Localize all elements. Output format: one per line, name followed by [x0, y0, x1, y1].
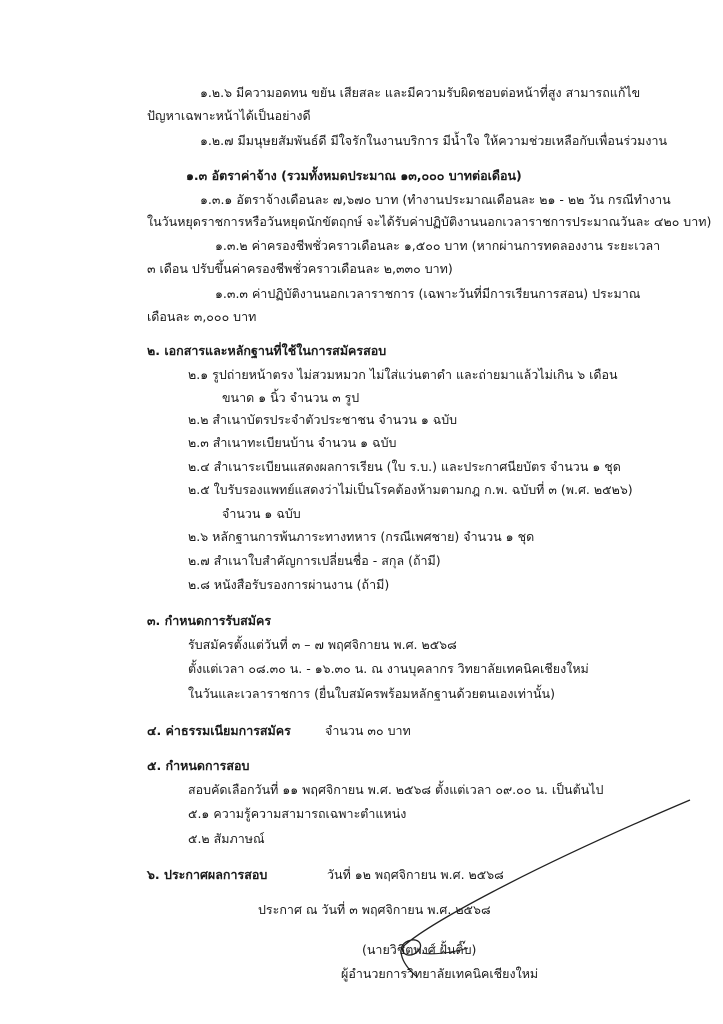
item-1-3-3-line2: เดือนละ ๓,๐๐๐ บาท	[147, 309, 257, 324]
item-1-2-6-line2: ปัญหาเฉพาะหน้าได้เป็นอย่างดี	[147, 108, 311, 123]
item-1-2-7: ๑.๒.๗ มีมนุษยสัมพันธ์ดี มีใจรักในงานบริการ มีน้ำใจ ให้ความช่วยเหลือกับเพื่อนร่วมงาน	[200, 133, 668, 148]
announcement-date: ประกาศ ณ วันที่ ๓ พฤศจิกายน พ.ศ. ๒๕๖๘	[258, 902, 491, 917]
item-5-1: ๕.๑ ความรู้ความสามารถเฉพาะตำแหน่ง	[188, 806, 407, 821]
section-5-line1: สอบคัดเลือกวันที่ ๑๑ พฤศจิกายน พ.ศ. ๒๕๖๘ ตั้งแต่เวลา ๐๙.๐๐ น. เป็นต้นไป	[188, 782, 604, 797]
section-5-heading: ๕. กำหนดการสอบ	[147, 758, 250, 773]
item-1-3-1-line2: ในวันหยุดราชการหรือวันหยุดนักขัตฤกษ์ จะได้รับค่าปฏิบัติงานนอกเวลาราชการประมาณวันละ ๔๒๐ บาท)	[147, 214, 712, 229]
section-6-value: วันที่ ๑๒ พฤศจิกายน พ.ศ. ๒๕๖๘	[327, 867, 504, 882]
signatory-name: (นายวิชิตพงศ์ ฝั้นติ๊บ)	[362, 942, 477, 957]
item-5-2: ๕.๒ สัมภาษณ์	[188, 831, 265, 846]
section-4-heading: ๔. ค่าธรรมเนียมการสมัคร	[147, 723, 291, 738]
section-3-line1: รับสมัครตั้งแต่วันที่ ๓ – ๗ พฤศจิกายน พ.ศ. ๒๕๖๘	[188, 637, 457, 652]
section-6-heading: ๖. ประกาศผลการสอบ	[147, 867, 268, 882]
item-2-1-line1: ๒.๑ รูปถ่ายหน้าตรง ไม่สวมหมวก ไม่ใส่แว่นตาดำ และถ่ายมาแล้วไม่เกิน ๖ เดือน	[188, 367, 618, 382]
item-2-5-line1: ๒.๕ ใบรับรองแพทย์แสดงว่าไม่เป็นโรคต้องห้ามตามกฎ ก.พ. ฉบับที่ ๓ (พ.ศ. ๒๕๒๖)	[188, 482, 633, 497]
item-1-3-2-line2: ๓ เดือน ปรับขึ้นค่าครองชีพชั่วคราวเดือนละ ๒,๓๓๐ บาท)	[147, 261, 453, 276]
item-2-8: ๒.๘ หนังสือรับรองการผ่านงาน (ถ้ามี)	[188, 577, 390, 592]
section-3-line2: ตั้งแต่เวลา ๐๘.๓๐ น. - ๑๖.๓๐ น. ณ งานบุคลากร วิทยาลัยเทคนิคเชียงใหม่	[188, 661, 589, 676]
item-1-3-1-line1: ๑.๓.๑ อัตราจ้างเดือนละ ๗,๖๗๐ บาท (ทำงานประมาณเดือนละ ๒๑ - ๒๒ วัน กรณีทำงาน	[200, 192, 671, 207]
section-2-heading: ๒. เอกสารและหลักฐานที่ใช้ในการสมัครสอบ	[147, 343, 387, 358]
item-1-2-6-line1: ๑.๒.๖ มีความอดทน ขยัน เสียสละ และมีความรับผิดชอบต่อหน้าที่สูง สามารถแก้ไข	[200, 85, 641, 100]
item-2-5-line2: จำนวน ๑ ฉบับ	[222, 506, 301, 521]
item-2-3: ๒.๓ สำเนาทะเบียนบ้าน จำนวน ๑ ฉบับ	[188, 435, 397, 450]
item-2-6: ๒.๖ หลักฐานการพ้นภาระทางทหาร (กรณีเพศชาย) จำนวน ๑ ชุด	[188, 529, 535, 544]
section-3-heading: ๓. กำหนดการรับสมัคร	[147, 613, 272, 628]
signatory-title: ผู้อำนวยการวิทยาลัยเทคนิคเชียงใหม่	[341, 966, 539, 981]
item-2-4: ๒.๔ สำเนาระเบียนแสดงผลการเรียน (ใบ ร.บ.) และประกาศนียบัตร จำนวน ๑ ชุด	[188, 459, 621, 474]
item-1-3-3-line1: ๑.๓.๓ ค่าปฏิบัติงานนอกเวลาราชการ (เฉพาะวันที่มีการเรียนการสอน) ประมาณ	[215, 286, 641, 301]
section-4-value: จำนวน ๓๐ บาท	[325, 723, 411, 738]
item-2-2: ๒.๒ สำเนาบัตรประจำตัวประชาชน จำนวน ๑ ฉบับ	[188, 412, 458, 427]
item-2-7: ๒.๗ สำเนาใบสำคัญการเปลี่ยนชื่อ - สกุล (ถ้ามี)	[188, 553, 441, 568]
item-2-1-line2: ขนาด ๑ นิ้ว จำนวน ๓ รูป	[222, 390, 360, 405]
section-1-3-heading: ๑.๓ อัตราค่าจ้าง (รวมทั้งหมดประมาณ ๑๓,๐๐๐ บาทต่อเดือน)	[186, 168, 522, 183]
item-1-3-2-line1: ๑.๓.๒ ค่าครองชีพชั่วคราวเดือนละ ๑,๕๐๐ บาท (หากผ่านการทดลองงาน ระยะเวลา	[215, 238, 661, 253]
section-3-line3: ในวันและเวลาราชการ (ยื่นใบสมัครพร้อมหลักฐานด้วยตนเองเท่านั้น)	[188, 686, 555, 701]
